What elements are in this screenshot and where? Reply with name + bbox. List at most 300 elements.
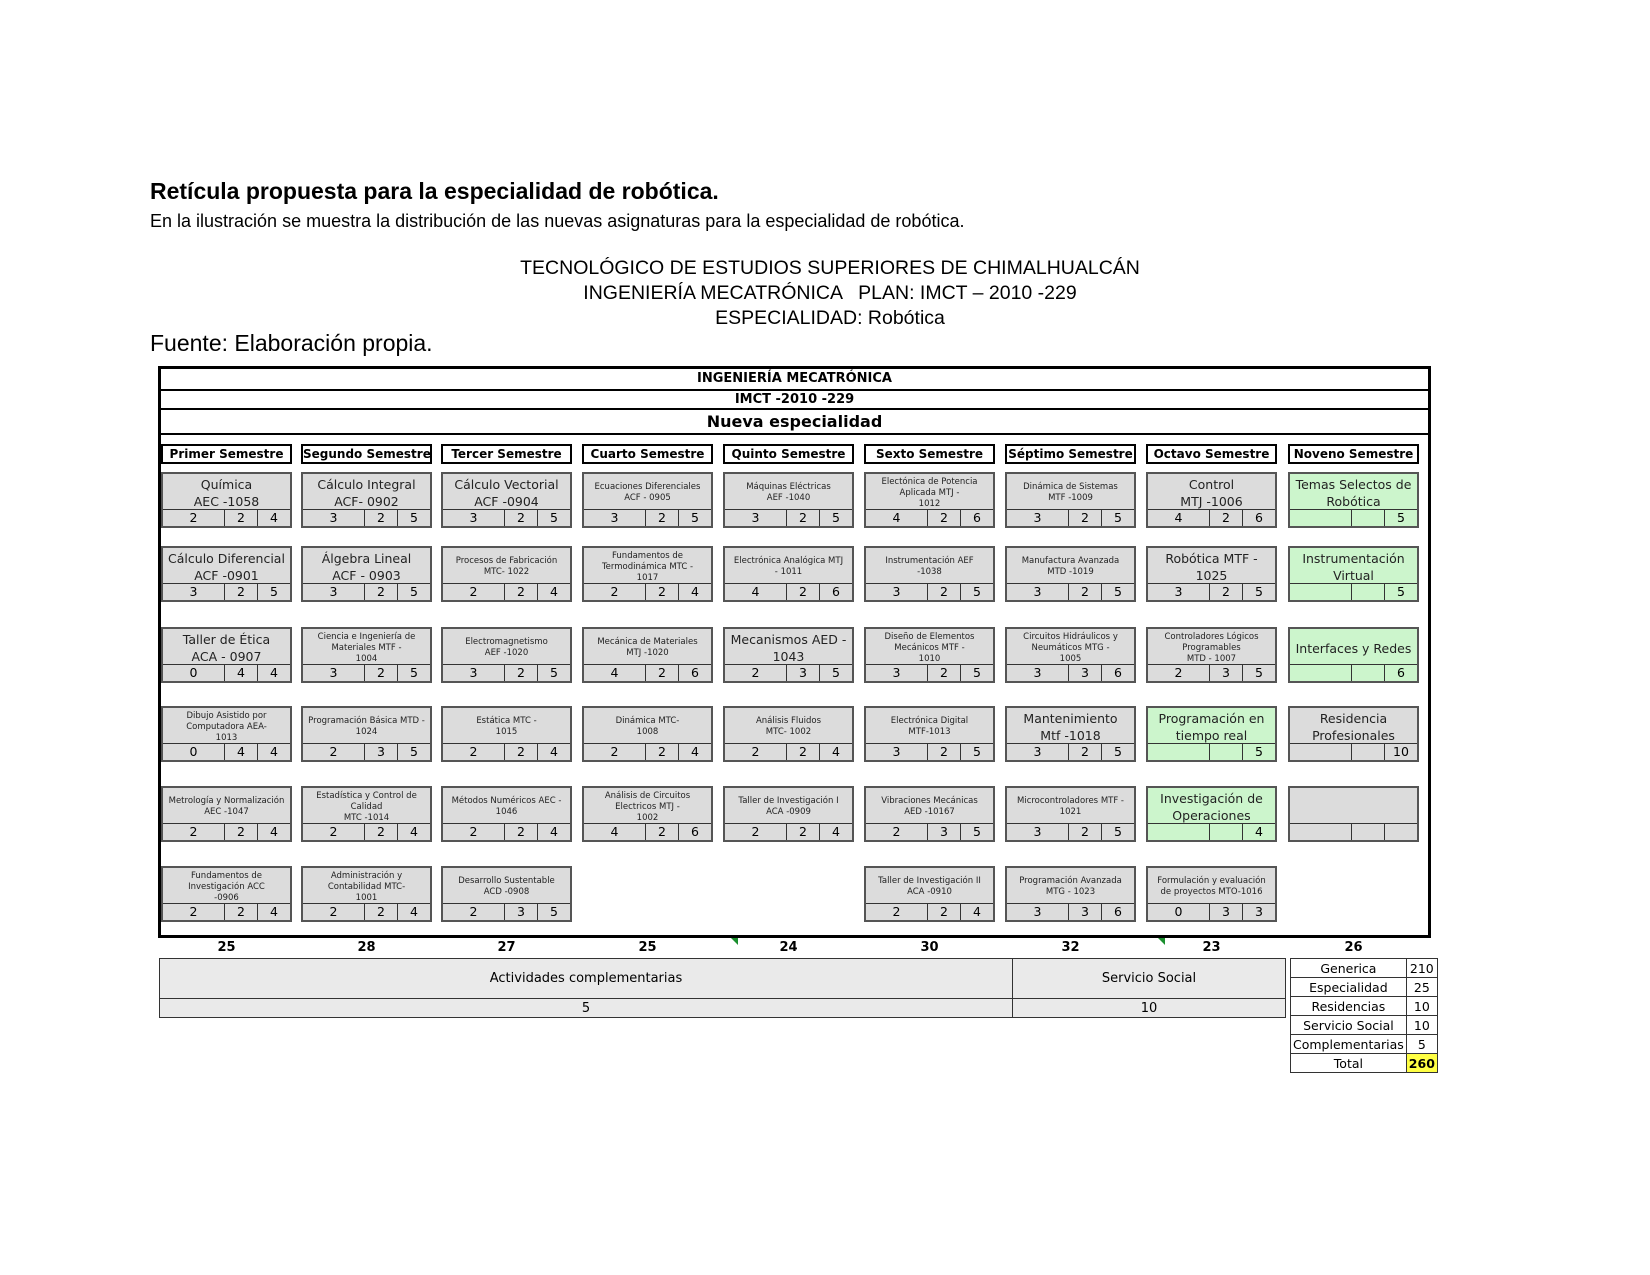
practice-hours: 2 [1069, 824, 1102, 840]
course-electromagnetismo [441, 627, 572, 683]
practice-hours: 3 [928, 824, 961, 840]
course-ecuaciones-diferenciales [582, 472, 713, 528]
credit-row [303, 583, 430, 600]
course-name: Microcontroladores MTF - 1021 [1017, 796, 1124, 817]
course-name: Electrónica Digital MTF-1013 [890, 716, 969, 737]
credit-row [443, 509, 570, 526]
theory-hours: 4 [584, 665, 646, 681]
total-credits: 6 [691, 824, 699, 839]
course-name: Robótica MTF - 1025 [1165, 551, 1258, 583]
theory-hours: 2 [443, 824, 505, 840]
stat-row-total [1291, 1054, 1438, 1073]
grid-header-specialty: Nueva especialidad [161, 410, 1428, 435]
course-name: Instrumentación AEF -1038 [885, 556, 974, 577]
semester-total-7: 32 [1061, 940, 1080, 955]
theory-hours: 2 [866, 904, 928, 920]
credit-row [584, 583, 711, 600]
practice-hours: 2 [225, 584, 258, 600]
course-name: Electrónica Analógica MTJ - 1011 [733, 556, 844, 577]
program-line: INGENIERÍA MECATRÓNICA PLAN: IMCT – 2010 -229 [583, 282, 1077, 304]
total-credits: 6 [1114, 665, 1122, 680]
credit-row [866, 903, 993, 920]
course-mecanica-de-materiales [582, 627, 713, 683]
credit-row [443, 743, 570, 760]
theory-hours: 2 [303, 744, 365, 760]
theory-hours: 0 [163, 744, 225, 760]
course-name: Cálculo Diferencial ACF -0901 [168, 551, 285, 583]
course-calculo-integral [301, 472, 432, 528]
course-maquinas-electricas [723, 472, 854, 528]
course-name: Química AEC -1058 [193, 477, 260, 509]
practice-hours: 2 [1069, 584, 1102, 600]
theory-hours: 2 [163, 824, 225, 840]
total-credits: 5 [1255, 584, 1263, 599]
practice-hours: 2 [225, 904, 258, 920]
stat-row-especialidad [1291, 978, 1438, 997]
course-desarrollo-sustentable [441, 866, 572, 922]
theory-hours: 2 [725, 665, 787, 681]
credit-row [443, 583, 570, 600]
course-name: Interfaces y Redes [1295, 640, 1412, 656]
total-credits: 5 [691, 510, 699, 525]
theory-hours: 3 [163, 584, 225, 600]
course-name: Dinámica MTC- 1008 [615, 716, 680, 737]
theory-hours [1148, 744, 1210, 760]
total-credits: 5 [973, 824, 981, 839]
practice-hours: 3 [1210, 665, 1243, 681]
course-mantenimiento [1005, 706, 1136, 762]
theory-hours: 2 [443, 744, 505, 760]
servicio-social-label: Servicio Social [1013, 959, 1286, 999]
course-algebra-lineal [301, 546, 432, 602]
semester-header-1: Primer Semestre [161, 444, 292, 464]
theory-hours: 3 [866, 744, 928, 760]
course-programacion-basica-mtd [301, 706, 432, 762]
course-name: Taller de Investigación II ACA -0910 [878, 876, 981, 897]
credit-row [866, 743, 993, 760]
course-fundamentos-de [582, 546, 713, 602]
practice-hours: 2 [787, 584, 820, 600]
course-name: Ecuaciones Diferenciales ACF - 0905 [594, 482, 701, 503]
theory-hours: 3 [1007, 510, 1069, 526]
theory-hours: 3 [1007, 584, 1069, 600]
stat-label: Complementarias [1291, 1035, 1407, 1054]
semester-total-6: 30 [920, 940, 939, 955]
comment-marker-1 [731, 938, 738, 945]
practice-hours: 2 [1210, 584, 1243, 600]
practice-hours: 2 [505, 744, 538, 760]
total-credits: 6 [1255, 510, 1263, 525]
theory-hours: 3 [443, 510, 505, 526]
semester-header-4: Cuarto Semestre [582, 444, 713, 464]
total-credits: 5 [550, 510, 558, 525]
course-name: Manufactura Avanzada MTD -1019 [1021, 556, 1120, 577]
theory-hours: 2 [866, 824, 928, 840]
course-name: Control MTJ -1006 [1180, 477, 1243, 509]
practice-hours: 2 [1069, 744, 1102, 760]
total-credits [1385, 824, 1417, 840]
course-dinamica-de-sistemas [1005, 472, 1136, 528]
stat-row-servicio-social [1291, 1016, 1438, 1035]
stat-row-complementarias [1291, 1035, 1438, 1054]
total-credits: 10 [1393, 744, 1409, 759]
course-name: Temas Selectos de Robótica [1295, 477, 1412, 509]
practice-hours [1210, 824, 1243, 840]
theory-hours: 3 [1007, 744, 1069, 760]
theory-hours: 2 [303, 904, 365, 920]
course-name: Dinámica de Sistemas MTF -1009 [1023, 482, 1118, 503]
theory-hours: 3 [725, 510, 787, 526]
credit-row [1290, 664, 1417, 681]
course-instrumentacion-aef [864, 546, 995, 602]
total-credits: 5 [550, 904, 558, 919]
total-credits: 5 [1255, 744, 1263, 759]
course-programacion-en [1146, 706, 1277, 762]
total-credits: 4 [973, 904, 981, 919]
credit-row [866, 664, 993, 681]
credit-row [584, 509, 711, 526]
total-credits: 4 [270, 824, 278, 839]
theory-hours: 3 [443, 665, 505, 681]
total-credits: 6 [1114, 904, 1122, 919]
course-procesos-de-fabricacion [441, 546, 572, 602]
stat-value: 10 [1406, 997, 1437, 1016]
course-name: Programación Avanzada MTG - 1023 [1019, 876, 1122, 897]
course-name: Procesos de Fabricación MTC- 1022 [455, 556, 558, 577]
credit-row [303, 903, 430, 920]
institution-name: TECNOLÓGICO DE ESTUDIOS SUPERIORES DE CHIMALHUALCÁN [520, 257, 1140, 279]
total-credits: 6 [973, 510, 981, 525]
course-dibujo-asistido-por [161, 706, 292, 762]
course-quimica [161, 472, 292, 528]
semester-header-2: Segundo Semestre [301, 444, 432, 464]
course-name: Mantenimiento Mtf -1018 [1023, 711, 1118, 743]
theory-hours: 3 [1007, 904, 1069, 920]
semester-total-5: 24 [779, 940, 798, 955]
course-dinamica-mtc [582, 706, 713, 762]
credit-row [163, 509, 290, 526]
theory-hours: 2 [725, 744, 787, 760]
total-credits: 5 [1114, 510, 1122, 525]
total-credits: 5 [973, 744, 981, 759]
total-credits: 4 [691, 744, 699, 759]
course-name: Fundamentos de Termodinámica MTC - 1017 [601, 550, 694, 583]
credit-row [584, 743, 711, 760]
total-credits: 4 [410, 904, 418, 919]
course-taller-de-investigacion-i [723, 786, 854, 842]
course-name: Análisis de Circuitos Electricos MTJ - 1002 [604, 790, 691, 823]
theory-hours: 3 [866, 584, 928, 600]
practice-hours: 2 [928, 744, 961, 760]
practice-hours: 2 [225, 510, 258, 526]
practice-hours: 2 [787, 744, 820, 760]
credit-row [163, 583, 290, 600]
course-name: Cálculo Integral ACF- 0902 [317, 477, 416, 509]
course-programacion-avanzada [1005, 866, 1136, 922]
practice-hours: 4 [225, 744, 258, 760]
course-fundamentos-de [161, 866, 292, 922]
course-estatica-mtc [441, 706, 572, 762]
credit-row [1290, 509, 1417, 526]
total-credits: 5 [1114, 584, 1122, 599]
total-credits: 4 [550, 744, 558, 759]
total-credits: 3 [1255, 904, 1263, 919]
credit-row [1148, 664, 1275, 681]
course-control [1146, 472, 1277, 528]
grid-header-plan: IMCT -2010 -229 [161, 391, 1428, 410]
theory-hours [1290, 584, 1352, 600]
credit-row [1290, 743, 1417, 760]
stat-value: 260 [1406, 1054, 1437, 1073]
semester-total-3: 27 [497, 940, 516, 955]
document-subtitle: En la ilustración se muestra la distribución de las nuevas asignaturas para la especialidad de robótica. [150, 211, 965, 231]
course-analisis-fluidos [723, 706, 854, 762]
practice-hours: 2 [505, 665, 538, 681]
course-name: Fundamentos de Investigación ACC -0906 [188, 870, 265, 903]
credit-row [1148, 823, 1275, 840]
total-credits: 5 [1114, 824, 1122, 839]
total-credits: 5 [1255, 665, 1263, 680]
course-name: Diseño de Elementos Mecánicos MTF - 1010 [884, 631, 975, 664]
semester-total-9: 26 [1344, 940, 1363, 955]
total-credits: 6 [691, 665, 699, 680]
course-name: Circuitos Hidráulicos y Neumáticos MTG - 1005 [1023, 631, 1118, 664]
course-name: Investigación de Operaciones [1160, 791, 1263, 823]
practice-hours: 3 [365, 744, 398, 760]
course-electronica-digital [864, 706, 995, 762]
credit-row [866, 509, 993, 526]
practice-hours: 2 [365, 510, 398, 526]
course-name: Ciencia e Ingeniería de Materiales MTF - 1004 [317, 631, 416, 664]
total-credits: 4 [550, 824, 558, 839]
stat-label: Total [1291, 1054, 1407, 1073]
total-credits: 5 [832, 665, 840, 680]
practice-hours: 2 [646, 744, 679, 760]
practice-hours: 2 [646, 824, 679, 840]
specialty-line: ESPECIALIDAD: Robótica [715, 307, 945, 329]
credit-row [1007, 903, 1134, 920]
credit-row [1007, 743, 1134, 760]
total-credits: 5 [410, 665, 418, 680]
practice-hours [1352, 744, 1385, 760]
course-instrumentacion [1288, 546, 1419, 602]
course-name: Estadística y Control de Calidad MTC -1014 [316, 790, 417, 823]
course-formulacion-y-evaluacion [1146, 866, 1277, 922]
course-taller-de-etica [161, 627, 292, 683]
semester-total-4: 25 [638, 940, 657, 955]
course-temas-selectos-de [1288, 472, 1419, 528]
theory-hours: 0 [1148, 904, 1210, 920]
total-credits: 5 [1397, 510, 1405, 525]
credit-row [163, 823, 290, 840]
credit-row [1007, 583, 1134, 600]
practice-hours: 3 [1069, 665, 1102, 681]
course-metodos-numericos-aec [441, 786, 572, 842]
credit-row [1290, 823, 1417, 840]
course-residencia [1288, 706, 1419, 762]
course-name: Programación Básica MTD - 1024 [308, 716, 425, 737]
practice-hours: 2 [225, 824, 258, 840]
course-analisis-de-circuitos [582, 786, 713, 842]
total-credits: 5 [1397, 584, 1405, 599]
practice-hours: 2 [505, 584, 538, 600]
theory-hours [1148, 824, 1210, 840]
total-credits: 4 [270, 510, 278, 525]
course-vibraciones-mecanicas [864, 786, 995, 842]
course-name: Residencia Profesionales [1312, 711, 1395, 743]
course-name: Administración y Contabilidad MTC- 1001 [327, 870, 406, 903]
course-manufactura-avanzada [1005, 546, 1136, 602]
practice-hours [1352, 665, 1385, 681]
total-credits: 5 [270, 584, 278, 599]
comment-marker-2 [1158, 938, 1165, 945]
course-name: Electromagnetismo AEF -1020 [465, 637, 548, 658]
theory-hours: 3 [303, 665, 365, 681]
total-credits: 4 [1255, 824, 1263, 839]
theory-hours: 3 [584, 510, 646, 526]
theory-hours: 2 [303, 824, 365, 840]
practice-hours: 3 [1210, 904, 1243, 920]
course-estadistica-y-control-de [301, 786, 432, 842]
course-name: Vibraciones Mecánicas AED -10167 [881, 796, 978, 817]
practice-hours: 2 [505, 510, 538, 526]
practice-hours: 2 [365, 904, 398, 920]
credit-row [725, 743, 852, 760]
credit-row [443, 664, 570, 681]
credit-row [584, 664, 711, 681]
total-credits: 4 [832, 744, 840, 759]
total-credits: 4 [270, 665, 278, 680]
course-investigacion-de [1146, 786, 1277, 842]
credit-row [1148, 743, 1275, 760]
course-diseno-de-elementos [864, 627, 995, 683]
course-mecanismos-aed [723, 627, 854, 683]
total-credits: 4 [691, 584, 699, 599]
course-calculo-diferencial [161, 546, 292, 602]
practice-hours [1210, 744, 1243, 760]
theory-hours: 0 [163, 665, 225, 681]
theory-hours: 3 [1007, 665, 1069, 681]
practice-hours [1352, 510, 1385, 526]
course-name: Taller de Ética ACA - 0907 [182, 632, 271, 664]
course-metrologia-y-normalizacion [161, 786, 292, 842]
theory-hours [1290, 665, 1352, 681]
course-name: Estática MTC - 1015 [476, 716, 537, 737]
semester-header-7: Séptimo Semestre [1005, 444, 1136, 464]
credit-row [1290, 583, 1417, 600]
source-note: Fuente: Elaboración propia. [150, 330, 433, 356]
total-credits: 4 [270, 744, 278, 759]
course-electronica-analogica-mtj [723, 546, 854, 602]
practice-hours: 2 [646, 510, 679, 526]
course-microcontroladores-mtf [1005, 786, 1136, 842]
practice-hours: 2 [928, 584, 961, 600]
course-administracion-y [301, 866, 432, 922]
practice-hours: 2 [928, 904, 961, 920]
credit-row [1148, 583, 1275, 600]
practice-hours: 3 [787, 665, 820, 681]
total-credits: 6 [832, 584, 840, 599]
course-robotica-mtf [1146, 546, 1277, 602]
credit-row [1148, 903, 1275, 920]
total-credits: 4 [550, 584, 558, 599]
semester-total-1: 25 [217, 940, 236, 955]
course-name: Taller de Investigación I ACA -0909 [738, 796, 839, 817]
credit-row [163, 664, 290, 681]
complementarias-label: Actividades complementarias [160, 959, 1013, 999]
theory-hours: 2 [1148, 665, 1210, 681]
practice-hours: 2 [787, 510, 820, 526]
practice-hours: 2 [1210, 510, 1243, 526]
total-credits: 5 [1114, 744, 1122, 759]
theory-hours: 3 [303, 510, 365, 526]
course-name: Programación en tiempo real [1158, 711, 1265, 743]
course-name: Análisis Fluidos MTC- 1002 [755, 716, 822, 737]
practice-hours: 2 [505, 824, 538, 840]
credit-row [1007, 509, 1134, 526]
theory-hours: 2 [163, 510, 225, 526]
stat-row-residencias [1291, 997, 1438, 1016]
credit-row [1007, 664, 1134, 681]
course-controladores-logicos [1146, 627, 1277, 683]
theory-hours: 3 [303, 584, 365, 600]
total-credits: 5 [973, 665, 981, 680]
course-name: Formulación y evaluación de proyectos MTO-1016 [1157, 876, 1266, 897]
course-circuitos-hidraulicos-y [1005, 627, 1136, 683]
theory-hours: 4 [725, 584, 787, 600]
course-interfaces-y-redes [1288, 627, 1419, 683]
stat-value: 5 [1406, 1035, 1437, 1054]
theory-hours: 3 [1148, 584, 1210, 600]
semester-total-8: 23 [1202, 940, 1221, 955]
credit-row [866, 583, 993, 600]
practice-hours: 2 [1069, 510, 1102, 526]
theory-hours: 4 [866, 510, 928, 526]
course-name: Máquinas Eléctricas AEF -1040 [746, 482, 831, 503]
practice-hours [1352, 824, 1385, 840]
stat-value: 25 [1406, 978, 1437, 997]
theory-hours: 2 [443, 584, 505, 600]
stat-label: Servicio Social [1291, 1016, 1407, 1035]
theory-hours [1290, 510, 1352, 526]
practice-hours: 2 [646, 665, 679, 681]
course-name: Dibujo Asistido por Computadora AEA- 1013 [186, 710, 267, 743]
total-credits: 5 [410, 744, 418, 759]
credit-row [725, 509, 852, 526]
stat-label: Generica [1291, 959, 1407, 978]
credit-row [1007, 823, 1134, 840]
course-name: Métodos Numéricos AEC - 1046 [451, 796, 562, 817]
semester-total-2: 28 [357, 940, 376, 955]
theory-hours: 4 [584, 824, 646, 840]
credit-row [163, 743, 290, 760]
practice-hours: 2 [928, 665, 961, 681]
course-name: Cálculo Vectorial ACF -0904 [454, 477, 559, 509]
course-taller-de-investigacion-ii [864, 866, 995, 922]
practice-hours: 2 [928, 510, 961, 526]
course-calculo-vectorial [441, 472, 572, 528]
theory-hours: 2 [443, 904, 505, 920]
theory-hours: 3 [1007, 824, 1069, 840]
document-title: Retícula propuesta para la especialidad de robótica. [150, 178, 719, 204]
practice-hours: 2 [365, 665, 398, 681]
credit-row [866, 823, 993, 840]
credit-stats-table [1290, 958, 1438, 1073]
total-credits: 5 [410, 584, 418, 599]
course-name: Controladores Lógicos Programables MTD - 1007 [1164, 631, 1259, 664]
complementarias-value: 5 [160, 999, 1013, 1018]
theory-hours: 2 [584, 744, 646, 760]
